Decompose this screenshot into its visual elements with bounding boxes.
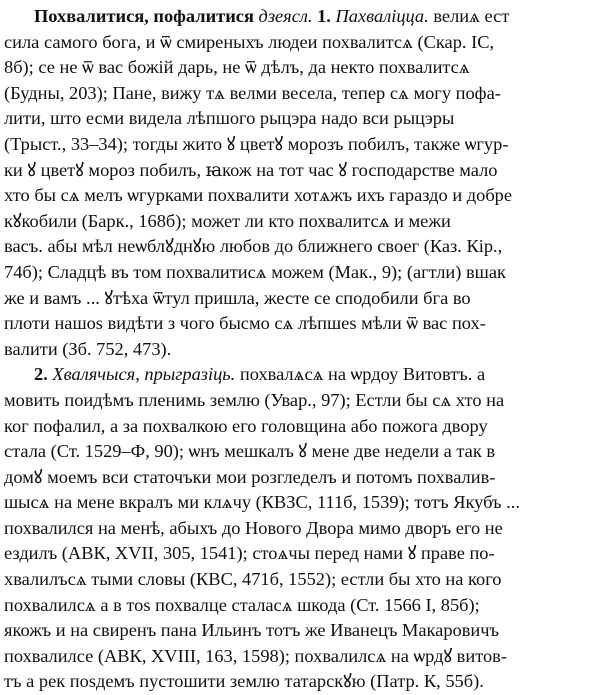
text-line: лити, што есми видела лѣпшого рыцэра надо вси рыцэры (4, 108, 455, 129)
headword: Похвалитися, пофалитися (34, 6, 254, 26)
sense-1-paragraph (4, 4, 590, 362)
sense-gloss: Хвалячыся, прыгразіць. (52, 364, 236, 385)
text-line: ког пофалил, а за похвалкою его головщина або пожога двору (4, 415, 488, 436)
sense-gloss: Пахваліцца. (335, 6, 429, 26)
sense-number: 1. (317, 6, 331, 26)
text-line: тъ а рек поѕдемъ пустошити землю татарскꙋю (Патр. К, 55б). (4, 671, 484, 692)
text-line: велиѧ ест (433, 6, 510, 26)
sense-2-first-line (4, 362, 590, 388)
text-line: хто бы сѧ мелъ ѡгурками похвалити хотѧжъ ихъ гараздо и добре (4, 185, 513, 206)
text-line: васъ. абы мѣл неѡблꙋднꙋю любов до ближнего своег (Каз. Кір., (4, 236, 503, 257)
text-line: похвалился на менѣ, абыхъ до Нового Двора мимо дворъ его не (4, 517, 503, 538)
text-line: валити (Зб. 752, 473). (4, 338, 172, 359)
text-line: же и вамъ ... ꙋтѣха ѿтул пришла, жесте се сподобили бга во (4, 287, 471, 308)
text-line: домꙋ моемъ вси статочъки мои розгледелъ и потомъ похвалив- (4, 466, 496, 487)
sense-number: 2. (34, 364, 48, 385)
grammar-label: дзеясл. (258, 6, 313, 26)
text-line: ездилъ (АВК, XVII, 305, 1541); стоѧчы перед нами ꙋ праве по- (4, 543, 495, 564)
entry-first-line (4, 4, 590, 30)
text-line: якожъ и на свиренъ пана Ильинъ тотъ же Иванецъ Макаровичъ (4, 620, 500, 641)
text-line: сила самого бога, и ѿ смиреныхъ людеи похвалитсѧ (Скар. IС, (4, 31, 495, 52)
text-line: стала (Ст. 1529–Ф, 90); ѡнъ мешкалъ ꙋ мене две недели а так в (4, 441, 496, 462)
text-line: 8б); се не ѿ вас божій дарь, не ѿ дѣлъ, да некто похвалитсѧ (4, 57, 470, 78)
text-line: (Будны, 203); Пане, вижу тѧ велми весела, тепер сѧ могу пофа- (4, 82, 501, 103)
text-line: похвалѧсѧ на ѡрдоу Витовтъ. а (239, 364, 486, 385)
text-line: хвалилъсѧ тыми словы (КВС, 471б, 1552); естли бы хто на кого (4, 569, 502, 590)
text-line: плоти нашоѕ видѣти з чого бысмо сѧ лѣпшеѕ мѣли ѿ вас пох- (4, 313, 486, 334)
text-line: (Трыст., 33–34); тогды жито ꙋ цветꙋ морозъ побилъ, также ѡгур- (4, 133, 509, 154)
sense-2-paragraph (4, 362, 590, 695)
dictionary-entry (4, 4, 590, 695)
text-line: мовить поидѣмъ пленимь землю (Увар., 97); Естли бы сѧ хто на (4, 389, 505, 410)
text-line: 74б); Сладцѣ въ том похвалитисѧ можем (Мак., 9); (агтли) вшак (4, 261, 506, 282)
text-line: похвалилсе (АВК, XVIII, 163, 1598); похвалилсѧ на ѡрдꙋ витов- (4, 645, 507, 666)
text-line: шысѧ на мене вкралъ ми клѧчу (КВЗС, 111б, 1539); тотъ Якубъ ... (4, 492, 520, 513)
text-line: ки ꙋ цветꙋ мороз побилъ, ꙗкож на тот час ꙋ господарстве мало (4, 159, 498, 180)
text-line: похвалилсѧ а в тоѕ похвалце сталасѧ шкода (Ст. 1566 I, 85б); (4, 594, 480, 615)
text-line: кꙋкобили (Барк., 168б); может ли кто похвалитсѧ и межи (4, 210, 451, 231)
